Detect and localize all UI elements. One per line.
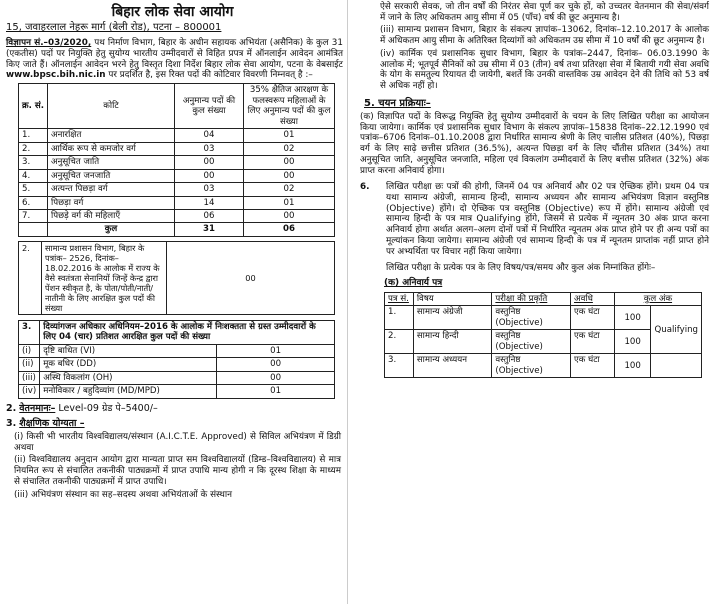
cell: 00 <box>217 358 335 371</box>
cell: 14 <box>175 196 244 209</box>
intro-text-after: पर प्रदर्शित है, इस रिक्त पदों की कोटिवार विवरणी निम्नवत् है :– <box>108 70 313 81</box>
ad-number: विज्ञापन सं.–03/2020, <box>6 38 92 49</box>
office-address: 15, जवाहरलाल नेहरू मार्ग (बेली रोड), पटना – 800001 <box>6 22 222 34</box>
table-row <box>19 385 335 398</box>
cell: अत्यन्त पिछड़ा वर्ग <box>48 183 175 196</box>
table-row <box>19 209 335 222</box>
cell: अनारक्षित <box>48 129 175 142</box>
cell: सामान्य प्रशासन विभाग, बिहार के पत्रांक– 2526, दिनांक– 18.02.2016 के आलोक में राज्य के वैसे स्वतंत्रता सेनानियों जिन्हें केन्द्र द्वारा पेंशन स्वीकृत है, के पोता/पोती/नाती/नातीनी के लिए आरक्षित कुल पदों की संख्या <box>42 241 167 314</box>
selection-heading: 5. चयन प्रक्रियाः– <box>364 97 431 109</box>
vacancy-table-header <box>19 84 335 129</box>
cell: (iii) <box>19 371 40 384</box>
cell: 00 <box>167 241 335 314</box>
cell: पिछड़े वर्ग की महिलाएँ <box>48 209 175 222</box>
cell: 01 <box>217 385 335 398</box>
cell: 00 <box>244 156 335 169</box>
header-cell: कोटि <box>48 84 175 129</box>
cell: सामान्य अध्ययन <box>413 354 492 378</box>
cell: दृष्टि बाधित (VI) <box>40 344 217 357</box>
cell: वस्तुनिष्ठ (Objective) <box>492 354 571 378</box>
cell: 01 <box>244 129 335 142</box>
cell: मनोविकार / बहुदिव्यांग (MD/MPD) <box>40 385 217 398</box>
cell: 100 <box>614 306 651 330</box>
point-six-cont: लिखित परीक्षा के प्रत्येक पत्र के लिए विषय/पत्र/समय और कुल अंक निम्नांकित होंगेः– <box>386 263 656 274</box>
header-cell: अवधि <box>571 292 615 305</box>
point-six <box>360 182 709 257</box>
table-row <box>19 241 335 314</box>
cell: 5. <box>19 183 48 196</box>
cell: 2. <box>19 142 48 155</box>
cell: 00 <box>175 169 244 182</box>
website-link[interactable]: www.bpsc.bih.nic.in <box>6 70 106 81</box>
papers-header <box>385 292 702 305</box>
cell: 03 <box>175 183 244 196</box>
point-six-text: लिखित परीक्षा छः पत्रों की होगी, जिनमें 04 पत्र अनिवार्य और 02 पत्र ऐच्छिक होंगे। प्रथम 04 पत्र यथा सामान्य अंग्रेजी, सामान्य हिन्दी, सामान्य अध्ययन और सामान्य अभियंत्रण विज्ञान वस्तुनिष्ठ (Objective) होंगे। दो ऐच्छिक पत्र वस्तुनिष्ठ (Objective) रूप में होंगे। सामान्य अंग्रेजी एवं सामान्य हिन्दी के पत्र मात्र Qualifying होंगे, जिसमें से प्रत्येक में न्यूनतम 30 अंक प्राप्त करना अनिवार्य होगा अर्थात अलग–अलग दोनों पत्रों में निर्धारित न्यूनतम अंक प्राप्त होने पर ही अन्य पत्रों का मूल्यांकन किया जायेगा। सामान्य अंग्रेजी एवं सामान्य हिन्दी के पत्र में न्यूनतम प्राप्तांक नहीं प्राप्त होने पर अभ्यर्थिता पर विचार नहीं किया जायेगा। <box>386 182 709 257</box>
selection-ka: (क) विज्ञापित पदों के विरूद्ध नियुक्ति हेतु सुयोग्य उम्मीदवारों के चयन के लिए लिखित परीक्षा का आयोजन किया जायेगा। कार्मिक एवं प्रशासनिक सुधार विभाग के संकल्प ज्ञापांक–15838 दिनांक–22.12.1990 एवं पत्रांक–6706 दिनांक–01.10.2008 द्वारा निर्धारित सामान्य श्रेणी के लिए चालीस प्रतिशत (40%), पिछड़ा वर्ग के लिए साढ़े छत्तीस प्रतिशत (36.5%), अत्यन्त पिछड़ा वर्ग के लिए चौंतीस प्रतिशत (34%) तथा अनुसूचित जाति, अनुसूचित जनजाति, महिला एवं विकलांग उम्मीदवारों के लिए बत्तीस प्रतिशत (32%) अंक प्राप्त करना अनिवार्य होगा। <box>360 111 709 176</box>
point-six-num: 6. <box>360 182 370 193</box>
disability-table <box>18 320 335 399</box>
header-cell: क्र. सं. <box>19 84 48 129</box>
qualifying-cell: Qualifying <box>651 306 702 354</box>
compulsory-papers-heading: (क) अनिवार्य पत्र <box>384 278 443 288</box>
cell: आर्थिक रूप से कमजोर वर्ग <box>48 142 175 155</box>
cell: 4. <box>19 169 48 182</box>
table-row <box>19 358 335 371</box>
table-row <box>19 344 335 357</box>
cell: मूक बधिर (DD) <box>40 358 217 371</box>
cell: 1. <box>385 306 414 330</box>
age-relax-cont: ऐसे सरकारी सेवक, जो तीन वर्षों की निरंतर सेवा पूर्ण कर चुके हों, को उच्चतर वेतनमान की सेवा/संवर्ग में जाने के लिए अधिकतम आयु सीमा में 05 (पाँच) वर्ष की छूट अनुमान्य है। <box>380 2 709 23</box>
age-relax-item: (iv) कार्मिक एवं प्रशासनिक सुधार विभाग, बिहार के पत्रांक–2447, दिनांक– 06.03.1990 के आलोक में; भूतपूर्व सैनिकों को उम्र सीमा में 03 (तीन) वर्ष तथा प्रतिरक्षा सेवा में बितायी गयी सेवा अवधि के योग के समतुल्य रियायत दी जायेगी, बशर्ते कि उनकी वास्तविक उम्र आवेदन देने की तिथि को 53 वर्ष से अधिक नहीं हो। <box>380 48 709 92</box>
salary-label: वेतनमानः– <box>19 402 56 414</box>
table-row <box>19 129 335 142</box>
cell: (iv) <box>19 385 40 398</box>
cell: 2. <box>385 330 414 354</box>
cell: 04 <box>175 129 244 142</box>
cell: 3. <box>385 354 414 378</box>
intro-text: पथ निर्माण विभाग, बिहार के अधीन सहायक अभियंता (असैनिक) के कुल 31 (एकतीस) पदों पर नियुक्ति हेतु सुयोग्य भारतीय उम्मीदवारों से विहित प्रपत्र में ऑनलाईन आवेदन आमंत्रित किए जाते हैं। ऑनलाईन आवेदन भरने हेतु विस्तृत दिशा निर्देश बिहार लोक सेवा आयोग, पटना के वेबसाईट <box>6 38 343 70</box>
table-row <box>385 354 702 378</box>
right-column <box>350 0 711 604</box>
table-row <box>19 371 335 384</box>
total-women-posts: 06 <box>244 223 335 236</box>
salary-text: Level-09 ग्रेड पे–5400/– <box>58 402 158 414</box>
cell: एक घंटा <box>571 330 615 354</box>
qualification-label: शैक्षणिक योग्यता – <box>19 418 85 430</box>
freedom-fighter-table <box>18 241 335 315</box>
cell: दिव्यांगजन अधिकार अधिनियम–2016 के आलोक में निःशक्तता से ग्रस्त उम्मीदवारों के लिए 04 (चार) प्रतिशत आरक्षित कुल पदों की संख्या <box>40 320 335 344</box>
cell: 00 <box>175 156 244 169</box>
cell: 00 <box>244 169 335 182</box>
qualification-num: 3. <box>6 418 17 430</box>
header-cell: विषय <box>413 292 492 305</box>
total-posts: 31 <box>175 223 244 236</box>
cell: अनुसूचित जनजाति <box>48 169 175 182</box>
cell: 3. <box>19 156 48 169</box>
cell: एक घंटा <box>571 306 615 330</box>
cell: 00 <box>244 209 335 222</box>
cell: अस्थि विकलांग (OH) <box>40 371 217 384</box>
cell: 2. <box>19 241 42 314</box>
cell: 00 <box>217 371 335 384</box>
cell: वस्तुनिष्ठ (Objective) <box>492 330 571 354</box>
age-relax-item: (iii) सामान्य प्रशासन विभाग, बिहार के संकल्प ज्ञापांक–13062, दिनांक–12.10.2017 के आलोक में अधिकतम आयु सीमा के अतिरिक्त दिव्यांगों को अधिकतम उम्र सीमा में 10 वर्षों की छूट अनुमान्य है। <box>380 25 709 47</box>
left-column <box>0 0 345 604</box>
cell: 1. <box>19 129 48 142</box>
qualification-item: (iii) अभियंत्रण संस्थान का सह–सदस्य अथवा अभियंताओं के संस्थान <box>14 489 233 500</box>
cell: (i) <box>19 344 40 357</box>
cell: 7. <box>19 209 48 222</box>
vacancy-table <box>18 83 335 237</box>
header-cell: 35% क्षैतिज आरक्षण के फलस्वरूप महिलाओं के लिए अनुमान्य पदों की कुल संख्या <box>244 84 335 129</box>
header-cell: परीक्षा की प्रकृति <box>492 292 571 305</box>
table-row <box>19 169 335 182</box>
cell: वस्तुनिष्ठ (Objective) <box>492 306 571 330</box>
cell <box>19 223 48 236</box>
cell: 02 <box>244 183 335 196</box>
page-title: बिहार लोक सेवा आयोग <box>111 4 234 20</box>
total-label: कुल <box>48 223 175 236</box>
header-cell: कुल अंक <box>614 292 701 305</box>
cell: एक घंटा <box>571 354 615 378</box>
qualification-item: (i) किसी भी भारतीय विश्वविद्यालय/संस्थान (A.I.C.T.E. Approved) से सिविल अभियंत्रण में डिग्री अथवा <box>14 432 341 453</box>
header-cell: अनुमान्य पदों की कुल संख्या <box>175 84 244 129</box>
total-row <box>19 223 335 236</box>
cell: 3. <box>19 320 40 344</box>
salary-num: 2. <box>6 402 17 414</box>
qualification-heading <box>6 418 345 430</box>
qualification-item: (ii) विश्वविद्यालय अनुदान आयोग द्वारा मान्यता प्राप्त सम विश्वविद्यालयों (डिम्ड–विश्वविद्यालय) से मात्र नियमित रूप से संचालित तकनीकी पाठ्यक्रमों में प्राप्त उपाधि मान्य होगी न कि दूरस्थ शिक्षा के माध्यम से संचालित तकनीकी पाठ्यक्रमों में प्राप्त उपाधि। <box>14 455 341 487</box>
cell: 02 <box>244 142 335 155</box>
cell: 03 <box>175 142 244 155</box>
table-row <box>385 306 702 330</box>
table-row <box>19 196 335 209</box>
cell: पिछड़ा वर्ग <box>48 196 175 209</box>
cell: अनुसूचित जाति <box>48 156 175 169</box>
table-row <box>19 156 335 169</box>
cell: 01 <box>217 344 335 357</box>
cell: 100 <box>614 354 651 378</box>
cell: सामान्य अंग्रेजी <box>413 306 492 330</box>
table-row <box>19 183 335 196</box>
cell: 01 <box>244 196 335 209</box>
cell: 6. <box>19 196 48 209</box>
table-row <box>19 142 335 155</box>
header-cell: पत्र सं. <box>385 292 414 305</box>
cell: सामान्य हिन्दी <box>413 330 492 354</box>
disability-header <box>19 320 335 344</box>
cell: 100 <box>614 330 651 354</box>
papers-table <box>384 292 702 378</box>
cell: 06 <box>175 209 244 222</box>
cell: (ii) <box>19 358 40 371</box>
column-divider <box>347 0 348 604</box>
salary-line <box>6 403 345 415</box>
intro-paragraph <box>6 38 343 81</box>
cell <box>651 354 702 378</box>
